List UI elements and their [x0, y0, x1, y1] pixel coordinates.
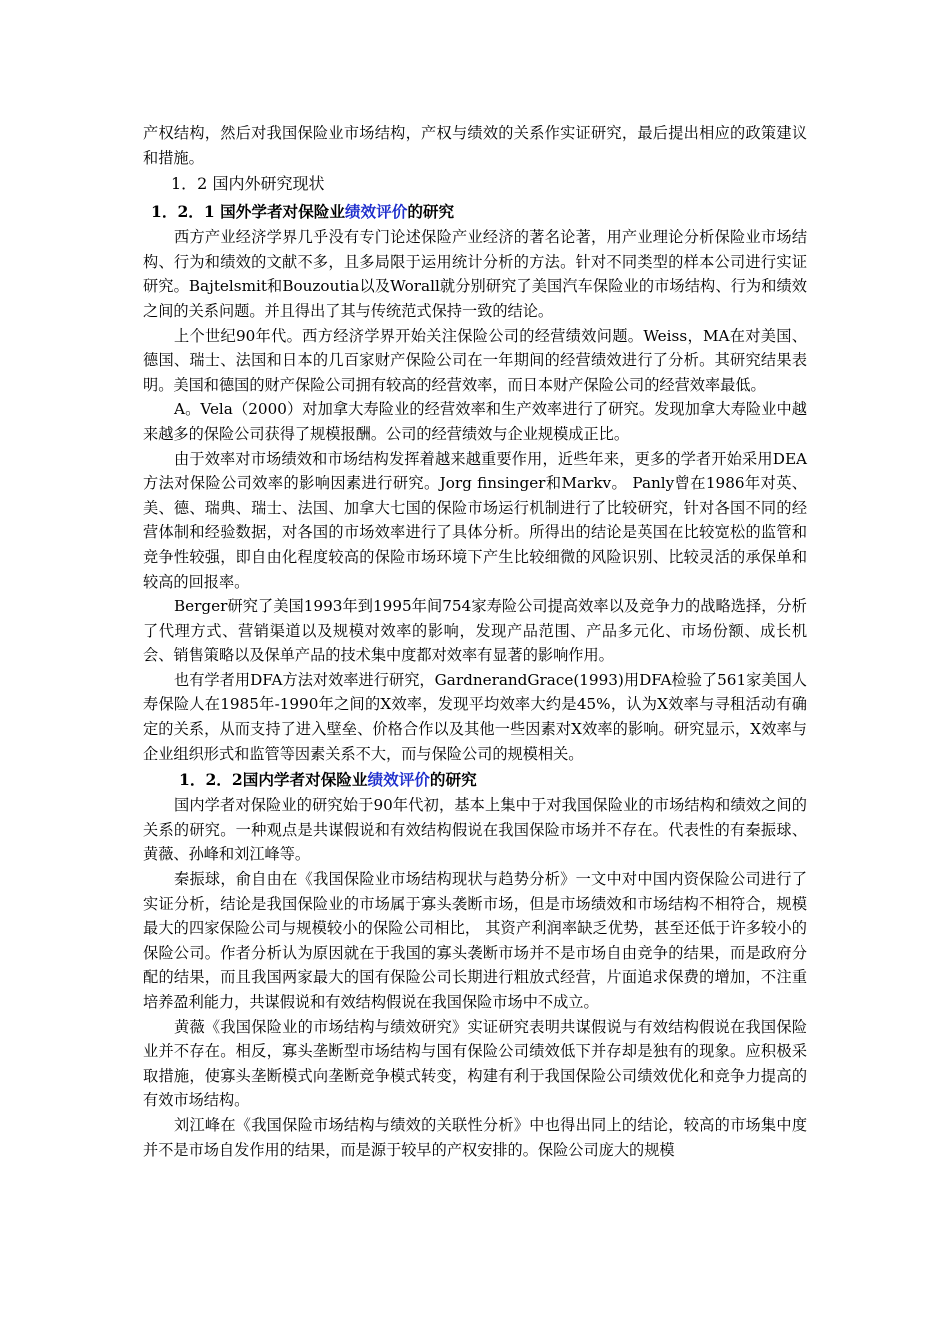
section-heading-1-2-1 [143, 198, 807, 225]
intro-paragraph-tail: 产权结构，然后对我国保险业市场结构，产权与绩效的关系作实证研究，最后提出相应的政策建议和措施。 [143, 124, 807, 167]
paragraph: 秦振球，俞自由在《我国保险业市场结构现状与趋势分析》一文中对中国内资保险公司进行了实证分析，结论是我国保险业的市场属于寡头袭断市场，但是市场绩效和市场结构不相符合，规模最大的四家保险公司与规模较小的保险公司相比， 其资产利润率缺乏优势，甚至还低于许多较小的保险公司。作者分析认为原因就在于我国的寡头袭断市场并不是市场自由竞争的结果，而是政府分配的结果，而且我国两家最大的国有保险公司长期进行粗放式经营，片面追求保费的增加，不注重培养盈利能力，共谋假说和有效结构假说在我国保险市场中不成立。 [143, 870, 807, 1011]
paragraph: 上个世纪90年代。西方经济学界开始关注保险公司的经营绩效问题。Weiss，MA在对美国、德国、瑞士、法国和日本的几百家财产保险公司在一年期间的经营绩效进行了分析。其研究结果表明。美国和德国的财产保险公司拥有较高的经营效率，而日本财产保险公司的经营效率最低。 [143, 326, 807, 394]
paragraph: Berger研究了美国1993年到1995年间754家寿险公司提高效率以及竞争力的战略选择，分析了代理方式、营销渠道以及规模对效率的影响，发现产品范围、产品多元化、市场份额、成长机会、销售策略以及保单产品的技术集中度都对效率有显著的影响作用。 [143, 597, 807, 665]
heading-text: 1．2．1 国外学者对保险业 [151, 202, 345, 222]
heading-text: 1．2．2国内学者对保险业 [179, 770, 368, 790]
section-heading-1-2-2 [143, 766, 807, 793]
heading-highlight: 绩效评价 [367, 770, 430, 790]
section-heading-1-2: 1．2 国内外研究现状 [171, 174, 325, 194]
paragraph: 西方产业经济学界几乎没有专门论述保险产业经济的著名论著，用产业理论分析保险业市场结构、行为和绩效的文献不多，且多局限于运用统计分析的方法。针对不同类型的样本公司进行实证研究。Bajtelsmit和Bouzoutia以及Worall就分别研究了美国汽车保险业的市场结构、行为和绩效之间的关系问题。并且得出了其与传统范式保持一致的结论。 [143, 228, 807, 320]
paragraph: 也有学者用DFA方法对效率进行研究，GardnerandGrace(1993)用DFA检验了561家美国人寿保险人在1985年-1990年之间的X效率，发现平均效率大约是45%，认为X效率与寻租活动有确定的关系，从而支持了进入壁垒、价格合作以及其他一些因素对X效率的影响。研究显示，X效率与企业组织形式和监管等因素关系不大，而与保险公司的规模相关。 [143, 670, 807, 763]
paragraph: 刘江峰在《我国保险市场结构与绩效的关联性分析》中也得出同上的结论，较高的市场集中度并不是市场自发作用的结果，而是源于较早的产权安排的。保险公司庞大的规模 [143, 1115, 807, 1159]
paragraph: 由于效率对市场绩效和市场结构发挥着越来越重要作用，近些年来，更多的学者开始采用DEA方法对保险公司效率的影响因素进行研究。Jorg finsinger和Markv。 Panly曾在1986年对英、美、德、瑞典、瑞士、法国、加拿大七国的保险市场运行机制进行了比较研究，针对各国不同的经营体制和经验数据，对各国的市场效率进行了具体分析。所得出的结论是英国在比较宽松的监管和竞争性较强，即自由化程度较高的保险市场环境下产生比较细微的风险识别、比较灵活的承保单和较高的回报率。 [143, 449, 807, 591]
paragraph: A。Vela（2000）对加拿大寿险业的经营效率和生产效率进行了研究。发现加拿大寿险业中越来越多的保险公司获得了规模报酬。公司的经营绩效与企业规模成正比。 [143, 400, 807, 443]
document-body [143, 121, 807, 1162]
heading-text: 的研究 [429, 770, 477, 790]
heading-highlight: 绩效评价 [344, 202, 408, 222]
paragraph: 黄薇《我国保险业的市场结构与绩效研究》实证研究表明共谋假说与有效结构假说在我国保险业并不存在。相反，寡头垄断型市场结构与国有保险公司绩效低下并存却是独有的现象。应积极采取措施，使寡头垄断模式向垄断竞争模式转变，构建有利于我国保险公司绩效优化和竞争力提高的有效市场结构。 [143, 1017, 807, 1110]
paragraph: 国内学者对保险业的研究始于90年代初，基本上集中于对我国保险业的市场结构和绩效之间的关系的研究。一种观点是共谋假说和有效结构假说在我国保险市场并不存在。代表性的有秦振球、黄薇、孙峰和刘江峰等。 [143, 796, 807, 864]
heading-text: 的研究 [407, 202, 455, 222]
